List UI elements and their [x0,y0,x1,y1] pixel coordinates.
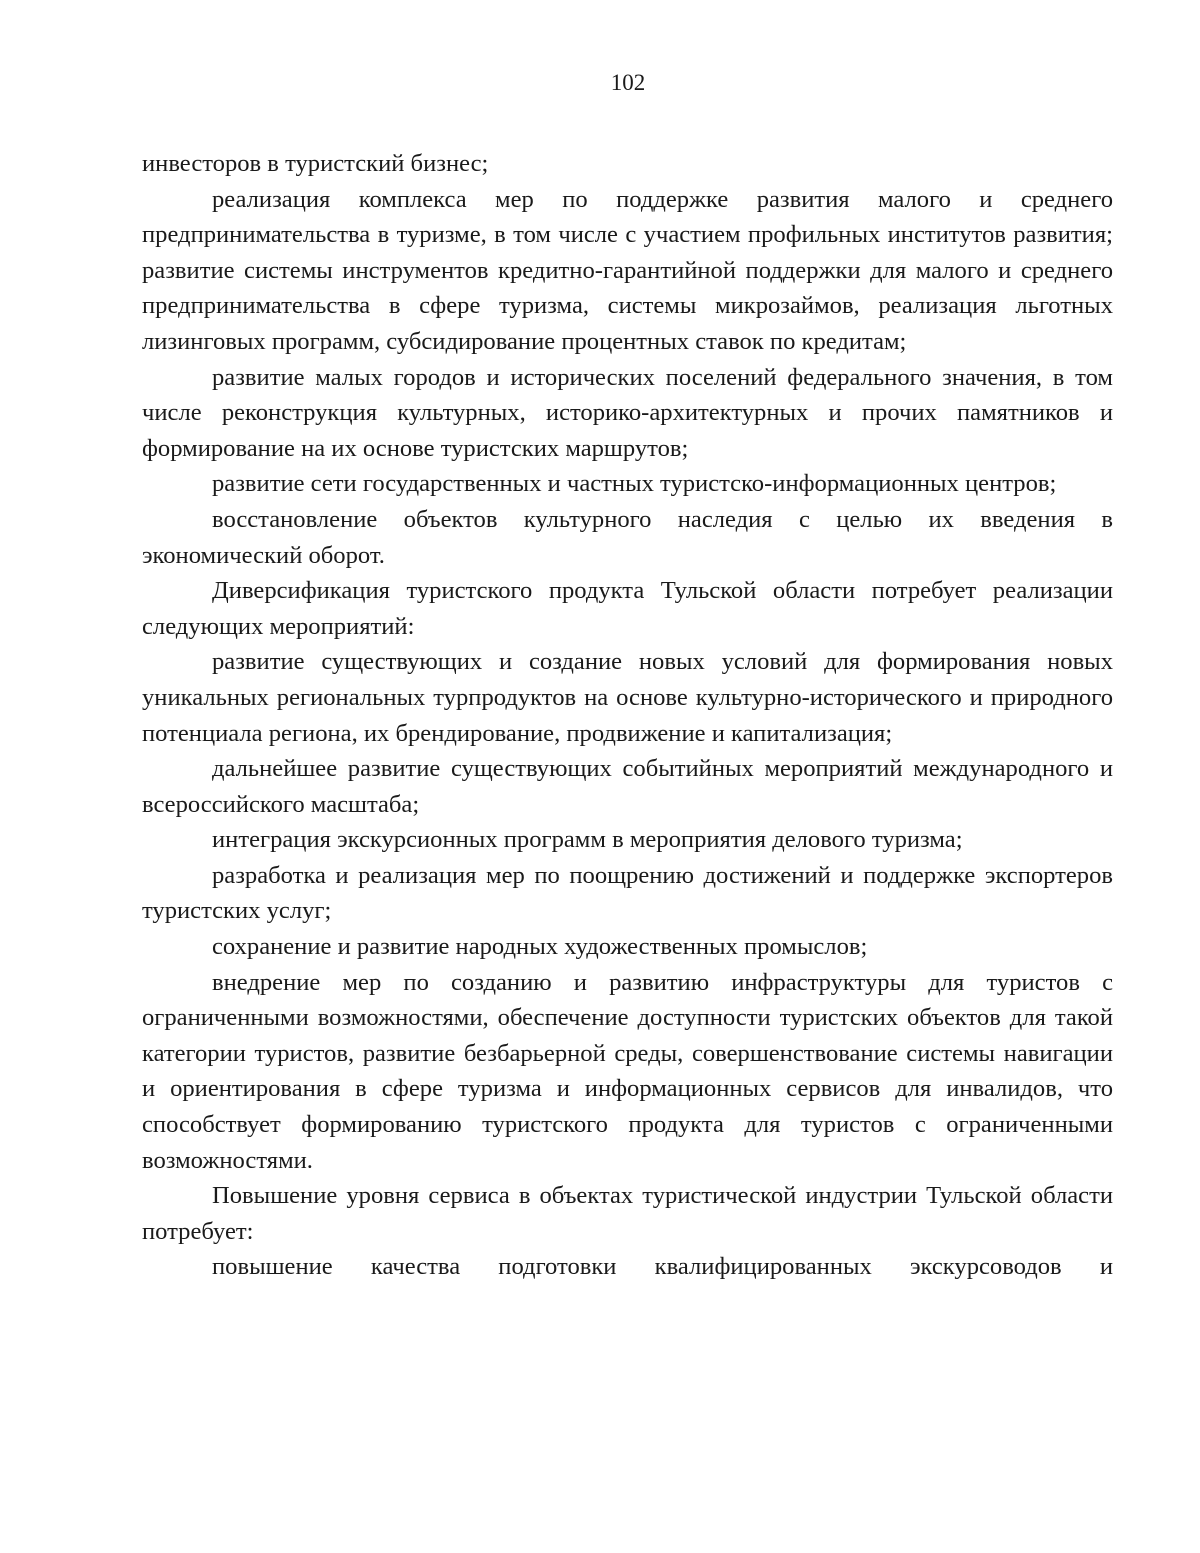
paragraph: Диверсификация туристского продукта Тульской области потребует реализации следующих мероприятий: [142,577,1113,640]
paragraph: разработка и реализация мер по поощрению достижений и поддержке экспортеров туристских услуг; [142,861,1113,925]
document-body [142,146,1113,1285]
paragraph: развитие сети государственных и частных туристско-информационных центров; [212,470,1057,498]
paragraph: развитие малых городов и исторических поселений федерального значения, в том числе реконструкция культурных, историко-архитектурных и прочих памятников и формирование на их основе туристских маршрутов; [142,363,1113,462]
paragraph: инвесторов в туристский бизнес; [142,150,489,177]
paragraph: развитие существующих и создание новых условий для формирования новых уникальных региональных турпродуктов на основе культурно-исторического и природного потенциала региона, их брендирование, продвижение и капитализация; [142,648,1113,747]
paragraph: сохранение и развитие народных художественных промыслов; [212,933,868,961]
paragraph: восстановление объектов культурного наследия с целью их введения в экономический оборот. [142,505,1113,569]
paragraph: дальнейшее развитие существующих событийных мероприятий международного и всероссийского масштаба; [142,755,1113,818]
paragraph: реализация комплекса мер по поддержке развития малого и среднего предпринимательства в туризме, в том числе с участием профильных институтов развития; развитие системы инструментов кредитно-гарантийной поддержки для малого и среднего предпринимательства в сфере туризма, системы микрозаймов, реализация льготных лизинговых программ, субсидирование процентных ставок по кредитам; [142,185,1113,355]
paragraph: внедрение мер по созданию и развитию инфраструктуры для туристов с ограниченными возможностями, обеспечение доступности туристских объектов для такой категории туристов, развитие безбарьерной среды, совершенствование системы навигации и ориентирования в сфере туризма и информационных сервисов для инвалидов, что способствует формированию туристского продукта для туристов с ограниченными возможностями. [142,968,1113,1174]
paragraph: повышение качества подготовки квалифицированных экскурсоводов и [212,1253,1113,1281]
paragraph: Повышение уровня сервиса в объектах туристической индустрии Тульской области потребует: [142,1182,1113,1245]
paragraph: интеграция экскурсионных программ в мероприятия делового туризма; [212,826,963,854]
page-number: 102 [610,70,646,95]
